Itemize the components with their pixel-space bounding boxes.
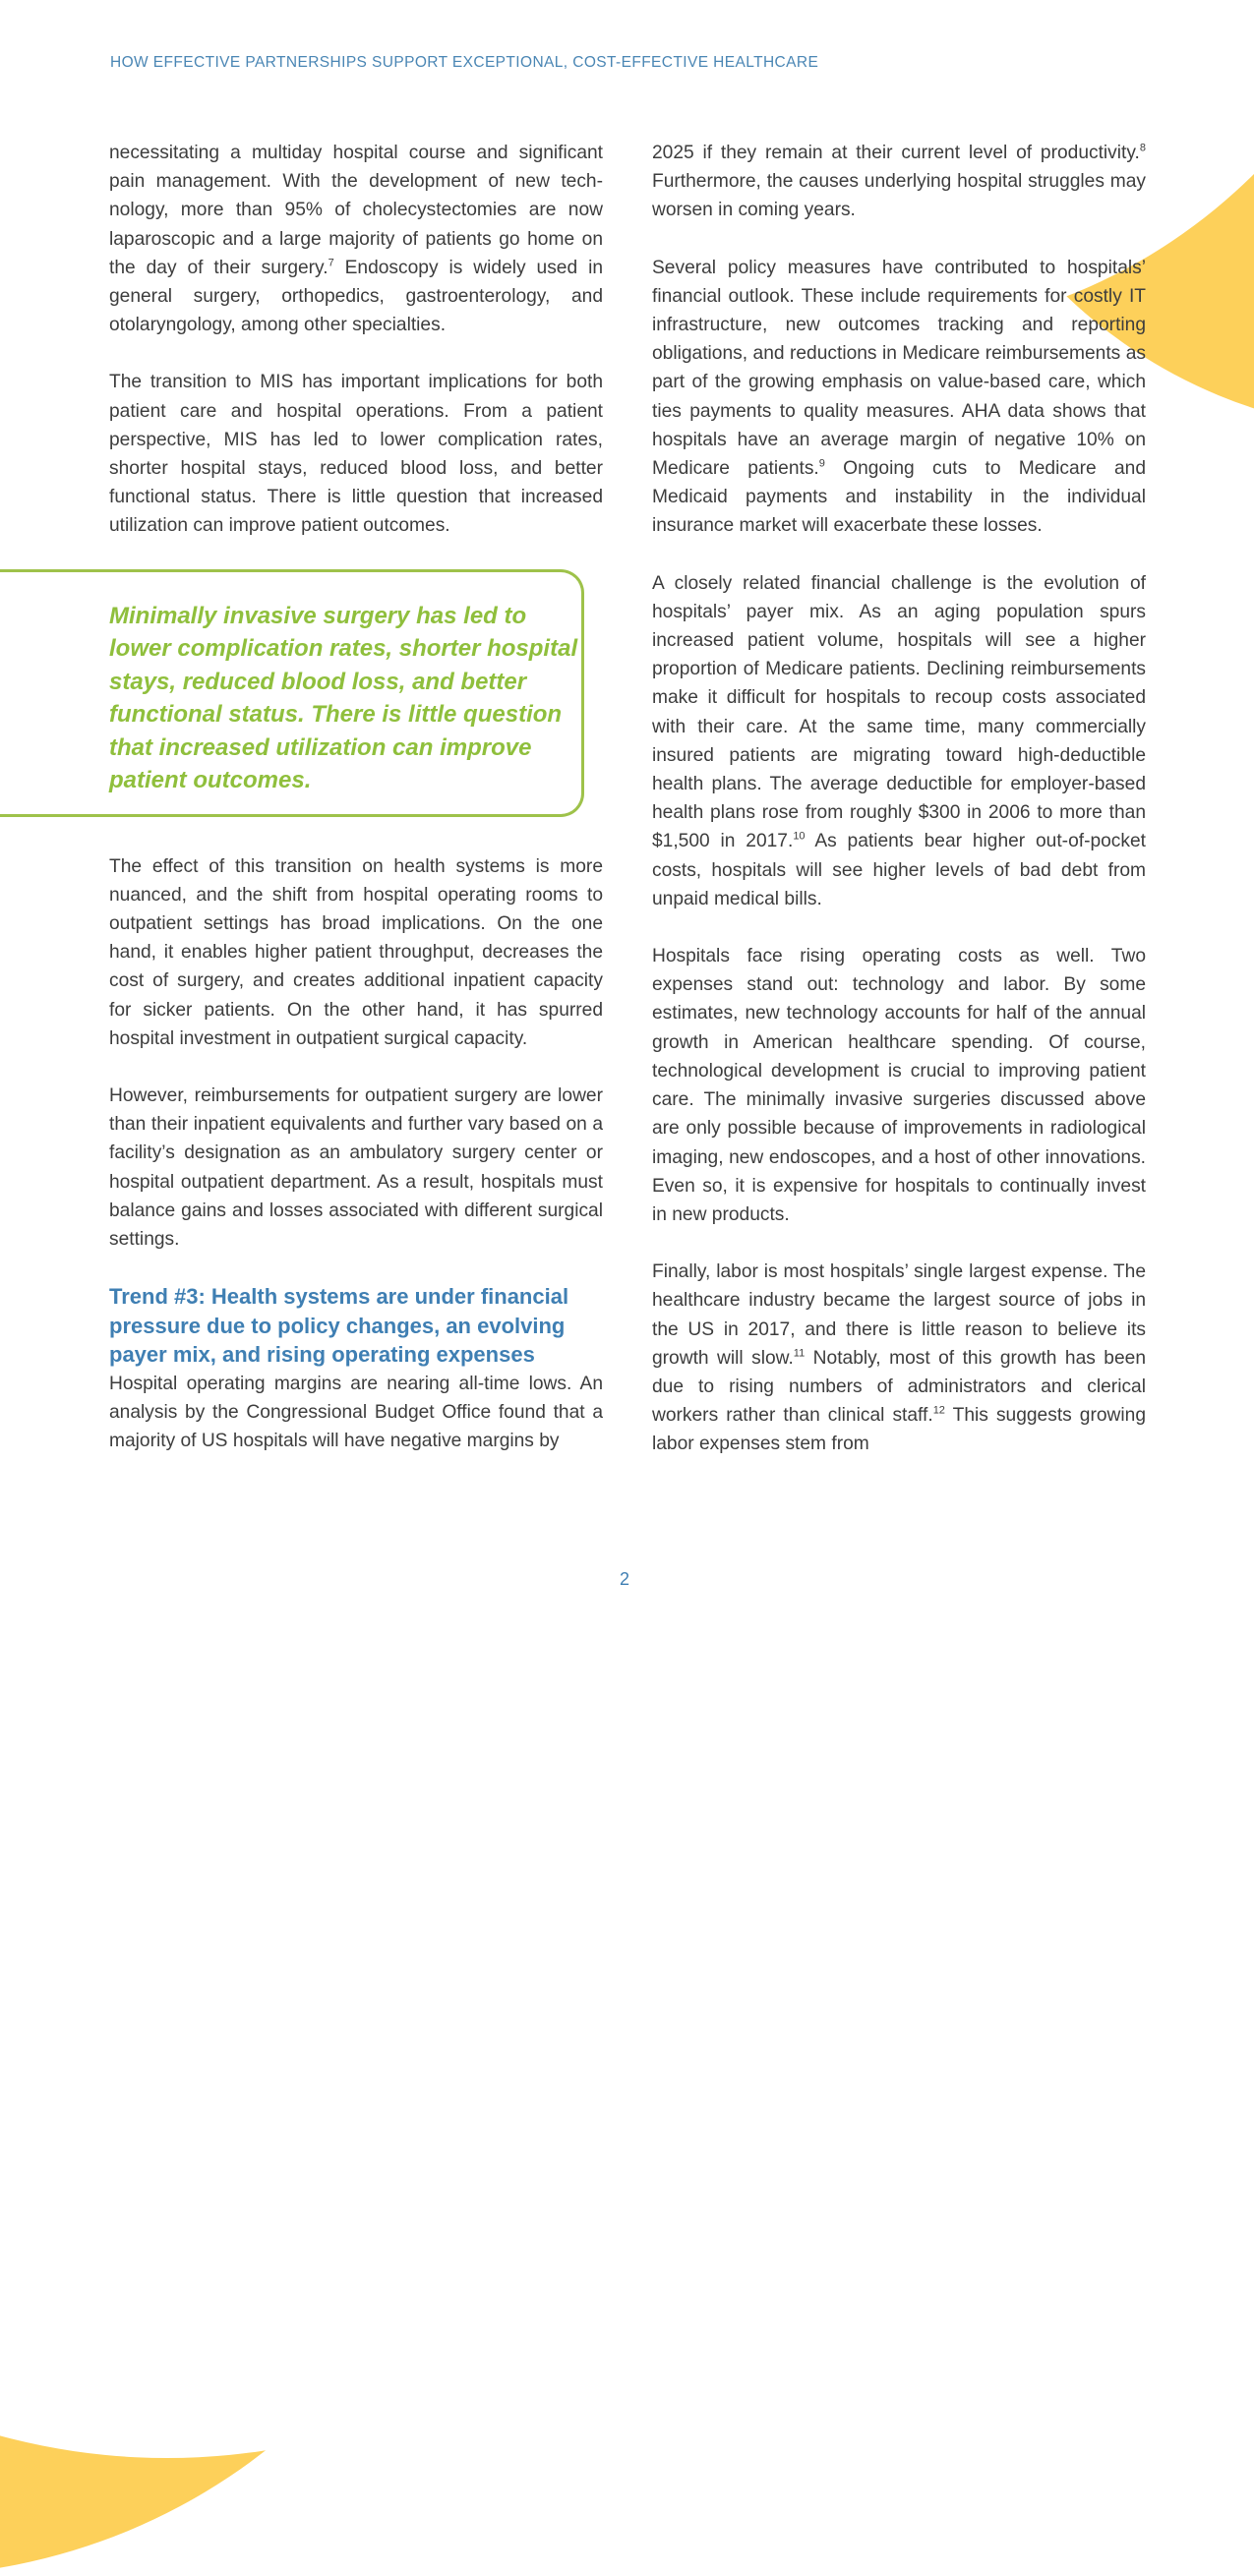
paragraph: necessitating a multiday hospital course and significant pain management. With the development of new technology, more than 95% of cholecystectomies are now laparoscopic and a large majority of patients go home on the day of their surgery.$^7$ Endoscopy is widely used in general surgery, orthopedics, gastroenterology, and otolaryngology, among other specialties. [109, 143, 603, 336]
pull-quote-box [0, 569, 584, 817]
paragraph: Several policy measures have contributed to hospitals’ financial outlook. These include requirements for costly IT infrastructure, new outcomes tracking and reporting obligations, and reductions in Medicare reimbursements as part of the growing emphasis on value-based care, which ties payments to quality measures. AHA data shows that hospitals have an average margin of negative 10% on Medicare patients.$^9$ Ongoing cuts to Medicare and Medicaid payments and instability in the individual insurance market will exacerbate these losses. [652, 257, 1146, 537]
pull-quote-text: Minimally invasive surgery has led to lower complication rates, shorter hospital stays, reduced blood loss, and better functional status. There is little question that increased utilization can improve patient outcomes. [109, 602, 578, 794]
footnote-ref[interactable]: 12 [932, 1404, 945, 1417]
paragraph: The transition to MIS has important implications for both patient care and hospital operations. From a patient perspective, MIS has led to lower complication rates, shorter hospital stays, reduced blood loss, and better functional status. There is little question that increased utilization can improve patient outcomes. [109, 372, 603, 537]
page-number: 2 [620, 1569, 630, 1589]
footnote-ref[interactable]: 8 [1139, 142, 1146, 154]
footnote-ref[interactable]: 10 [793, 831, 806, 844]
paragraph: However, reimbursements for outpatient surgery are lower than their inpatient equivalents and further vary based on a facility’s designation as an ambulatory surgery center or hospital outpatient department. As a result, hospitals must balance gains and losses associated with different surgical settings. [109, 1085, 603, 1251]
right-column [652, 139, 1146, 1459]
paragraph: Finally, labor is most hospitals’ single largest expense. The healthcare industry became the largest source of jobs in the US in 2017, and there is little reason to believe its growth will slow.$^{11}$ Notably, most of this growth has been due to rising numbers of administrators and clerical workers rather than clinical staff.$^{12}$ This suggests growing labor expenses stem from [652, 1261, 1146, 1455]
left-column [109, 139, 603, 1455]
footnote-ref[interactable]: 7 [328, 257, 334, 269]
paragraph: The effect of this transition on health systems is more nuanced, and the shift from hospital operating rooms to outpatient settings has broad implications. On the one hand, it enables higher patient throughput, decreases the cost of surgery, and creates additional inpatient capacity for sicker patients. On the other hand, it has spurred hospital investment in outpatient surgical capacity. [109, 855, 603, 1049]
paragraph: Hospital operating margins are nearing all-time lows. An analysis by the Congressional Budget Office found that a majority of US hospitals will have negative margins by [109, 1373, 603, 1452]
section-heading: Trend #3: Health systems are under financial pressure due to policy changes, an evolving payer mix, and rising operating expenses [109, 1284, 569, 1368]
paragraph: Hospitals face rising operating costs as well. Two expenses stand out: technology and labor. By some estimates, new technology accounts for half of the annual growth in American healthcare spending. Of course, technological development is crucial to improving patient care. The minimally invasive surgeries discussed above are only possible because of improvements in radiological imaging, new endoscopes, and a host of other innovations. Even so, it is expensive for hospitals to continually invest in new products. [652, 946, 1146, 1225]
paragraph: 2025 if they remain at their current level of productivity.$^8$ Furthermore, the causes underlying hospital struggles may worsen in coming years. [652, 142, 1146, 221]
footnote-ref[interactable]: 9 [818, 457, 825, 470]
footnote-ref[interactable]: 11 [793, 1347, 806, 1360]
running-header: HOW EFFECTIVE PARTNERSHIPS SUPPORT EXCEPTIONAL, COST-EFFECTIVE HEALTHCARE [110, 54, 819, 71]
paragraph: A closely related financial challenge is the evolution of hospitals’ payer mix. As an aging population spurs increased patient volume, hospitals will see a higher proportion of Medicare patients. Declining reimbursements make it difficult for hospitals to recoup costs associated with their care. At the same time, many commercially insured patients are migrating toward high-deductible health plans. The average deductible for employer-based health plans rose from roughly $300 in 2006 to more than $1,500 in 2017.10 As patients bear higher out-of-pocket costs, hospitals will see higher levels of bad debt from unpaid medical bills. [652, 572, 1146, 909]
